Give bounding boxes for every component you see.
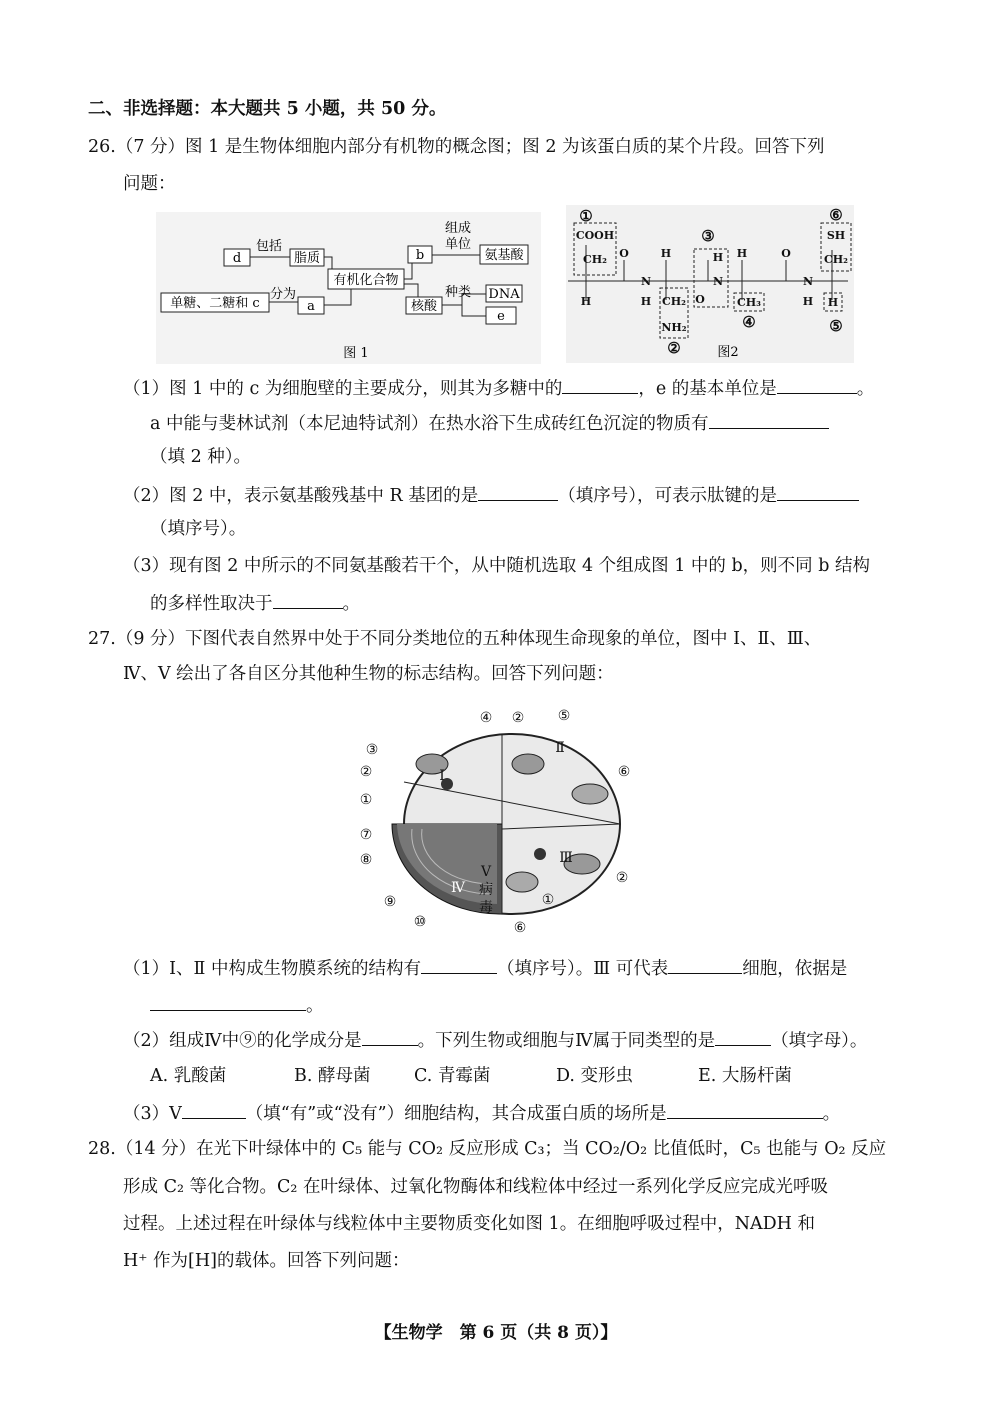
fig1-box-aminoacid: 氨基酸 — [484, 248, 524, 263]
fig27-roman-4: Ⅳ — [451, 880, 465, 896]
q27-blank-has-cell[interactable] — [182, 1100, 246, 1119]
section-title: 二、非选择题：本大题共 5 小题，共 50 分。 — [88, 99, 447, 119]
q27-stem-line2: Ⅳ、Ⅴ 绘出了各自区分其他种生物的标志结构。回答下列问题： — [123, 664, 614, 684]
fig2-h-f: H — [802, 295, 814, 308]
q27-option-e: E. 大肠杆菌 — [698, 1066, 792, 1086]
fig2-label-1: ① — [579, 207, 593, 225]
fig2-n-c: N — [802, 275, 814, 288]
q27-option-a: A. 乳酸菌 — [150, 1066, 227, 1086]
q26-blank-r-group[interactable] — [478, 482, 558, 501]
q27-part1-line2: 。 — [150, 992, 324, 1018]
fig27-label-2-left: ② — [359, 764, 373, 780]
q26-figure1-concept-map — [156, 212, 541, 364]
fig27-label-10: ⑩ — [413, 914, 427, 930]
fig1-box-a: a — [307, 299, 315, 314]
q26-blank-polysaccharide[interactable] — [562, 375, 638, 394]
fig1-box-organic: 有机化合物 — [333, 273, 399, 288]
fig1-box-b: b — [415, 248, 425, 263]
fig27-label-6-right: ⑥ — [617, 764, 631, 780]
fig1-caption: 图 1 — [343, 346, 369, 361]
fig2-label-6: ⑥ — [829, 206, 843, 224]
fig27-label-8: ⑧ — [359, 852, 373, 868]
fig1-label-zhonglei: 种类 — [444, 285, 472, 300]
fig1-box-dna: DNA — [488, 287, 520, 302]
q26-part3-line2: 的多样性取决于 。 — [150, 590, 360, 616]
q27-stem-line1: 27.（9 分）下图代表自然界中处于不同分类地位的五种体现生命现象的单位，图中 Ⅰ、Ⅱ、Ⅲ、 — [88, 629, 822, 649]
fig2-ch2-c: CH₂ — [824, 253, 848, 266]
q26-stem-line2: 问题： — [123, 174, 176, 194]
q28-line4: H⁺ 作为[H]的载体。回答下列问题： — [123, 1251, 410, 1271]
fig27-label-bing: 病 — [479, 882, 493, 898]
q27-part3-line1: （3）Ⅴ （填“有”或“没有”）细胞结构，其合成蛋白质的场所是 。 — [123, 1100, 840, 1126]
q27-blank-chemical[interactable] — [362, 1027, 418, 1046]
q27-blank-protein-site[interactable] — [667, 1100, 823, 1119]
q26-part2-line2: （填序号）。 — [150, 519, 247, 539]
fig1-box-d: d — [232, 251, 242, 266]
fig1-label-zucheng: 组成 — [444, 221, 472, 236]
fig2-o-a: O — [619, 247, 629, 260]
q26-part1-line3: （填 2 种）。 — [150, 447, 252, 467]
q27-option-b: B. 酵母菌 — [294, 1066, 371, 1086]
q27-option-d: D. 变形虫 — [556, 1066, 634, 1086]
fig2-ch3: CH₃ — [737, 296, 761, 309]
q26-stem-line1: 26.（7 分）图 1 是生物体细胞内部分有机物的概念图；图 2 为该蛋白质的某个片段。回答下列 — [88, 137, 825, 157]
fig1-box-lipid: 脂质 — [293, 251, 321, 266]
fig1-box-sugars: 单糖、二糖和 c — [170, 296, 260, 311]
q26-part1-line2: a 中能与斐林试剂（本尼迪特试剂）在热水浴下生成砖红色沉淀的物质有 — [150, 410, 829, 436]
fig27-label-1-left: ① — [359, 792, 373, 808]
fig2-h-b: H — [640, 295, 652, 308]
fig27-label-7: ⑦ — [359, 827, 373, 843]
fig2-label-4: ④ — [742, 313, 756, 331]
fig27-roman-5: Ⅴ — [480, 864, 492, 880]
q26-blank-e-unit[interactable] — [777, 375, 857, 394]
fig27-label-1-bottom: ① — [541, 892, 555, 908]
q26-blank-reducing-sugars[interactable] — [709, 410, 829, 429]
fig27-label-4: ④ — [479, 710, 493, 726]
fig27-label-2-right: ② — [615, 870, 629, 886]
fig2-label-5: ⑤ — [829, 317, 843, 335]
fig2-n-a: N — [640, 275, 652, 288]
q26-part1-line1: （1）图 1 中的 c 为细胞壁的主要成分，则其为多糖中的 ，e 的基本单位是 。 — [123, 375, 874, 401]
fig2-h-a: H — [580, 295, 592, 308]
q27-blank-letters[interactable] — [715, 1027, 771, 1046]
fig2-h-c: H — [660, 247, 672, 260]
fig27-roman-2: Ⅱ — [555, 740, 565, 756]
fig1-label-baokuo: 包括 — [255, 239, 283, 254]
q27-part2-line1: （2）组成Ⅳ中⑨的化学成分是 。下列生物或细胞与Ⅳ属于同类型的是 （填字母）。 — [123, 1027, 867, 1053]
q26-part2-line1: （2）图 2 中，表示氨基酸残基中 R 基团的是 （填序号），可表示肽键的是 — [123, 482, 859, 508]
q27-blank-cell-type[interactable] — [668, 955, 742, 974]
fig2-caption: 图2 — [717, 345, 739, 360]
fig2-label-3: ③ — [701, 227, 715, 245]
q27-blank-membrane[interactable] — [421, 955, 497, 974]
fig27-label-5: ⑤ — [557, 708, 571, 724]
fig2-cooh: COOH — [575, 229, 615, 242]
q27-cells-figure — [352, 704, 642, 936]
fig27-roman-1: Ⅰ — [439, 768, 445, 784]
fig2-o-b: O — [695, 293, 705, 306]
fig1-box-e: e — [497, 309, 505, 324]
fig27-roman-3: Ⅲ — [559, 850, 573, 866]
q26-blank-peptide-bond[interactable] — [777, 482, 859, 501]
fig27-label-6-bottom: ⑥ — [513, 920, 527, 936]
q26-part3-line1: （3）现有图 2 中所示的不同氨基酸若干个，从中随机选取 4 个组成图 1 中的 b，则不同 b 结构 — [123, 556, 871, 576]
fig2-h-d: H — [712, 251, 724, 264]
fig2-n-b: N — [712, 275, 724, 288]
q26-blank-diversity[interactable] — [273, 590, 343, 609]
fig27-label-2-top: ② — [511, 710, 525, 726]
fig1-label-fenwei: 分为 — [269, 287, 297, 302]
fig1-label-danwei: 单位 — [444, 237, 472, 252]
fig2-ch2-b: CH₂ — [662, 295, 686, 308]
fig2-o-c: O — [781, 247, 791, 260]
fig27-label-3: ③ — [365, 742, 379, 758]
fig1-box-nucleicacid: 核酸 — [410, 299, 438, 314]
fig27-label-du: 毒 — [479, 900, 493, 916]
q28-line1: 28.（14 分）在光下叶绿体中的 C₅ 能与 CO₂ 反应形成 C₃；当 CO₂/O₂ 比值低时，C₅ 也能与 O₂ 反应 — [88, 1139, 887, 1159]
q26-figure2-peptide — [566, 205, 854, 363]
fig27-label-9: ⑨ — [383, 894, 397, 910]
q27-blank-basis[interactable] — [150, 992, 306, 1011]
q27-part1-line1: （1）Ⅰ、Ⅱ 中构成生物膜系统的结构有 （填序号）。Ⅲ 可代表 细胞，依据是 — [123, 955, 847, 981]
q28-line2: 形成 C₂ 等化合物。C₂ 在叶绿体、过氧化物酶体和线粒体中经过一系列化学反应完成光呼吸 — [123, 1177, 828, 1197]
fig2-sh: SH — [826, 229, 846, 242]
page-footer: 【生物学 第 6 页（共 8 页）】 — [374, 1323, 618, 1343]
fig2-ch2-a: CH₂ — [583, 253, 607, 266]
q28-line3: 过程。上述过程在叶绿体与线粒体中主要物质变化如图 1。在细胞呼吸过程中，NADH 和 — [123, 1214, 815, 1234]
fig2-label-2: ② — [667, 339, 681, 357]
fig2-nh2: NH₂ — [661, 321, 687, 334]
fig2-h-g: H — [827, 296, 839, 309]
q27-option-c: C. 青霉菌 — [414, 1066, 491, 1086]
fig2-h-e: H — [736, 247, 748, 260]
